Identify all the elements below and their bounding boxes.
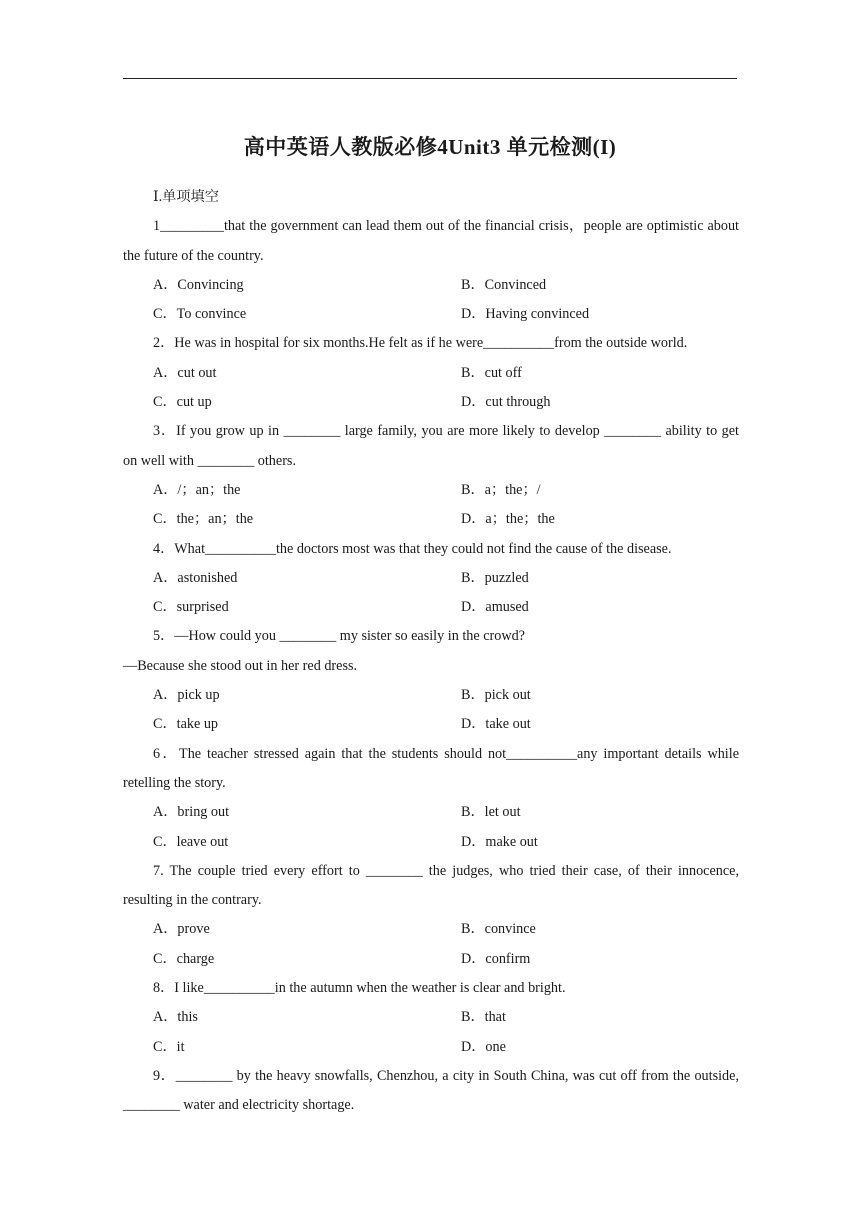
options-row [123,828,739,857]
options-row [123,476,739,505]
section-heading: Ⅰ.单项填空 [153,189,219,205]
option-b: B．cut off [461,364,522,381]
options-row [123,681,739,710]
question-stem: 6．The teacher stressed again that the students should not__________any important details while retelling the story. [123,745,739,791]
option-c: C．cut up [153,394,212,411]
option-a: A．Convincing [153,276,244,293]
option-b: B．puzzled [461,569,529,586]
options-row [123,300,739,329]
option-c: C．charge [153,950,215,967]
option-d: D．one [461,1038,506,1055]
option-c: C．it [153,1038,185,1055]
question-stem: 7. The couple tried every effort to ________ the judges, who tried their case, of their innocence, resulting in the contrary. [123,862,739,909]
options-row [123,271,739,300]
dialogue-reply: —Because she stood out in her red dress. [123,657,358,674]
question-stem: 3．If you grow up in ________ large family, you are more likely to develop ________ ability to get on well with ________ others. [123,423,739,469]
option-a: A．bring out [153,804,230,821]
document-body [123,183,739,1121]
question-1 [123,212,739,329]
option-a: A．pick up [153,687,220,704]
option-b: B．a；the；/ [461,481,541,498]
option-d: D．Having convinced [461,306,590,323]
options-row [123,710,739,739]
option-d: D．amused [461,599,529,616]
question-stem: 9．________ by the heavy snowfalls, Chenzhou, a city in South China, was cut off from the outside, ________ water and electricity shortage. [123,1067,739,1114]
option-b: B．convince [461,921,536,938]
question-4 [123,535,739,623]
options-row [123,1003,739,1032]
question-stem: 1_________that the government can lead them out of the financial crisis，people are optimistic about the future of the country. [123,218,739,264]
question-8 [123,974,739,1062]
option-d: D．confirm [461,950,531,967]
option-b: B．Convinced [461,276,547,293]
question-6 [123,740,739,857]
options-row [123,593,739,622]
question-stem: 4．What__________the doctors most was that they could not find the cause of the disease. [153,540,672,557]
options-row [123,505,739,534]
option-d: D．cut through [461,394,551,411]
question-2 [123,329,739,417]
option-d: D．take out [461,716,531,733]
option-c: C．the；an；the [153,511,254,528]
question-3 [123,417,739,534]
option-d: D．make out [461,833,538,850]
question-5 [123,622,739,739]
question-stem: 5．—How could you ________ my sister so easily in the crowd? [153,628,525,645]
header-rule [123,78,737,79]
option-c: C．To convince [153,306,247,323]
options-row [123,1033,739,1062]
option-c: C．surprised [153,599,229,616]
options-row [123,388,739,417]
options-row [123,915,739,944]
page-title: 高中英语人教版必修4Unit3 单元检测(I) [243,135,617,159]
option-c: C．take up [153,716,219,733]
options-row [123,945,739,974]
option-b: B．let out [461,804,521,821]
option-a: A．this [153,1009,198,1026]
options-row [123,798,739,827]
option-d: D．a；the；the [461,511,555,528]
options-row [123,564,739,593]
question-7 [123,857,739,974]
option-a: A．cut out [153,364,217,381]
option-a: A．/；an；the [153,481,241,498]
option-a: A．astonished [153,569,238,586]
option-b: B．pick out [461,687,531,704]
question-stem: 2．He was in hospital for six months.He felt as if he were__________from the outside world. [153,335,688,352]
question-stem: 8．I like__________in the autumn when the weather is clear and bright. [153,980,566,997]
option-a: A．prove [153,921,210,938]
options-row [123,359,739,388]
option-c: C．leave out [153,833,229,850]
option-b: B．that [461,1009,506,1026]
question-9 [123,1062,739,1121]
